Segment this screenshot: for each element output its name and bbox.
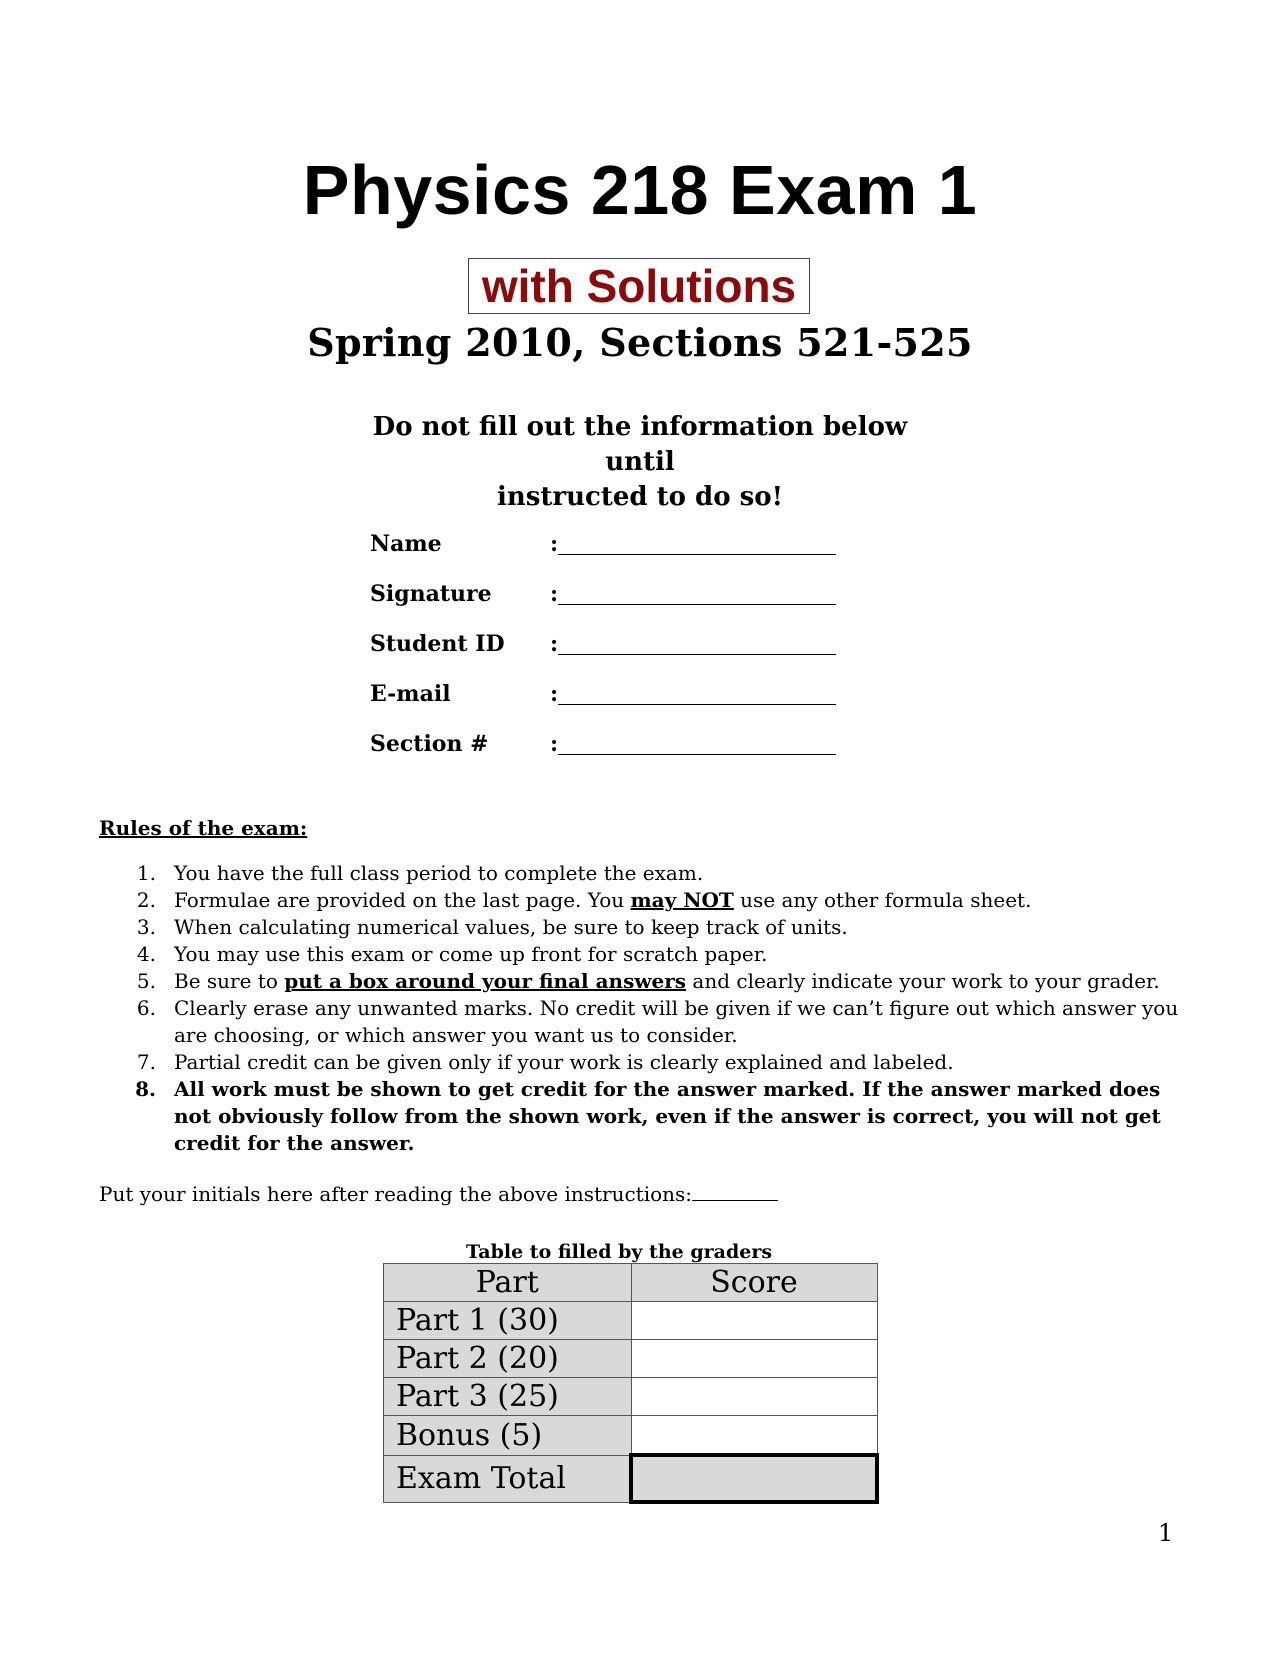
header-part: Part (384, 1264, 632, 1302)
total-score-cell[interactable] (631, 1455, 877, 1502)
table-caption: Table to filled by the graders (465, 1241, 773, 1263)
rule-text-pre: Be sure to (174, 969, 285, 993)
initials-label: Put your initials here after reading the above instructions: (99, 1182, 693, 1206)
notice-line-2: instructed to do so! (496, 482, 783, 512)
field-label: Signature (370, 581, 492, 607)
rule-text: Partial credit can be given only if your work is clearly explained and labeled. (174, 1050, 954, 1074)
student-id-blank[interactable] (558, 654, 836, 655)
name-blank[interactable] (558, 554, 836, 555)
rule-text: You may use this exam or come up front for scratch paper. (174, 942, 768, 966)
rules-list (130, 860, 1180, 1157)
initials-blank[interactable] (692, 1182, 778, 1201)
initials-prompt (99, 1180, 778, 1208)
rule-emphasis: put a box around your final answers (284, 969, 687, 993)
part-cell: Part 3 (25) (384, 1378, 632, 1416)
rule-text: Clearly erase any unwanted marks. No credit will be given if we can’t figure out which answer you are choosing, or which answer you want us to consider. (174, 996, 1179, 1047)
header-score: Score (631, 1264, 877, 1302)
rule-text: You have the full class period to complete the exam. (174, 861, 704, 885)
score-cell[interactable] (631, 1378, 877, 1416)
table-row (384, 1378, 878, 1416)
rule-number: 7. (136, 1050, 156, 1074)
field-colon: : (550, 531, 559, 557)
total-label-cell: Exam Total (384, 1455, 632, 1502)
table-row (384, 1340, 878, 1378)
part-cell: Part 2 (20) (384, 1340, 632, 1378)
field-colon: : (550, 681, 559, 707)
rule-number: 6. (136, 996, 156, 1020)
page-number: 1 (1158, 1519, 1174, 1547)
rule-item (130, 914, 1180, 941)
total-row (384, 1455, 878, 1502)
rule-text-pre: Formulae are provided on the last page. You (174, 888, 631, 912)
rule-text-post: use any other formula sheet. (733, 888, 1032, 912)
rule-item (130, 860, 1180, 887)
part-cell: Bonus (5) (384, 1416, 632, 1456)
score-cell[interactable] (631, 1302, 877, 1340)
semester-subtitle: Spring 2010, Sections 521-525 (307, 320, 973, 365)
rule-text-post: and clearly indicate your work to your grader. (686, 969, 1160, 993)
rule-item (130, 1076, 1180, 1157)
fill-notice (340, 410, 940, 515)
rule-number: 8. (135, 1077, 156, 1101)
rules-heading: Rules of the exam: (99, 816, 308, 840)
signature-blank[interactable] (558, 604, 836, 605)
section-blank[interactable] (558, 754, 836, 755)
rule-item (130, 968, 1180, 995)
grades-table (383, 1263, 879, 1504)
email-blank[interactable] (558, 704, 836, 705)
rule-item (130, 887, 1180, 914)
part-cell: Part 1 (30) (384, 1302, 632, 1340)
field-label: Name (370, 531, 442, 557)
table-header-row (384, 1264, 878, 1302)
rule-number: 5. (136, 969, 156, 993)
rule-item (130, 941, 1180, 968)
rule-number: 4. (136, 942, 156, 966)
rule-number: 1. (136, 861, 156, 885)
rule-item (130, 1049, 1180, 1076)
field-label: Student ID (370, 631, 505, 657)
field-colon: : (550, 731, 559, 757)
score-cell[interactable] (631, 1416, 877, 1456)
rule-text: When calculating numerical values, be sure to keep track of units. (174, 915, 848, 939)
field-label: Section # (370, 731, 489, 757)
field-label: E-mail (370, 681, 451, 707)
field-colon: : (550, 631, 559, 657)
score-cell[interactable] (631, 1340, 877, 1378)
rule-emphasis: may NOT (630, 888, 734, 912)
notice-line-1: Do not fill out the information below until (372, 412, 908, 477)
rule-item (130, 995, 1180, 1049)
solutions-label: with Solutions (468, 258, 810, 314)
table-row (384, 1302, 878, 1340)
rule-number: 3. (136, 915, 156, 939)
rule-number: 2. (136, 888, 156, 912)
rule-text: All work must be shown to get credit for the answer marked. If the answer marked does not obviously follow from the shown work, even if the answer is correct, you will not get credit for the answer. (174, 1077, 1161, 1155)
exam-title: Physics 218 Exam 1 (302, 151, 978, 229)
field-colon: : (550, 581, 559, 607)
table-row (384, 1416, 878, 1456)
